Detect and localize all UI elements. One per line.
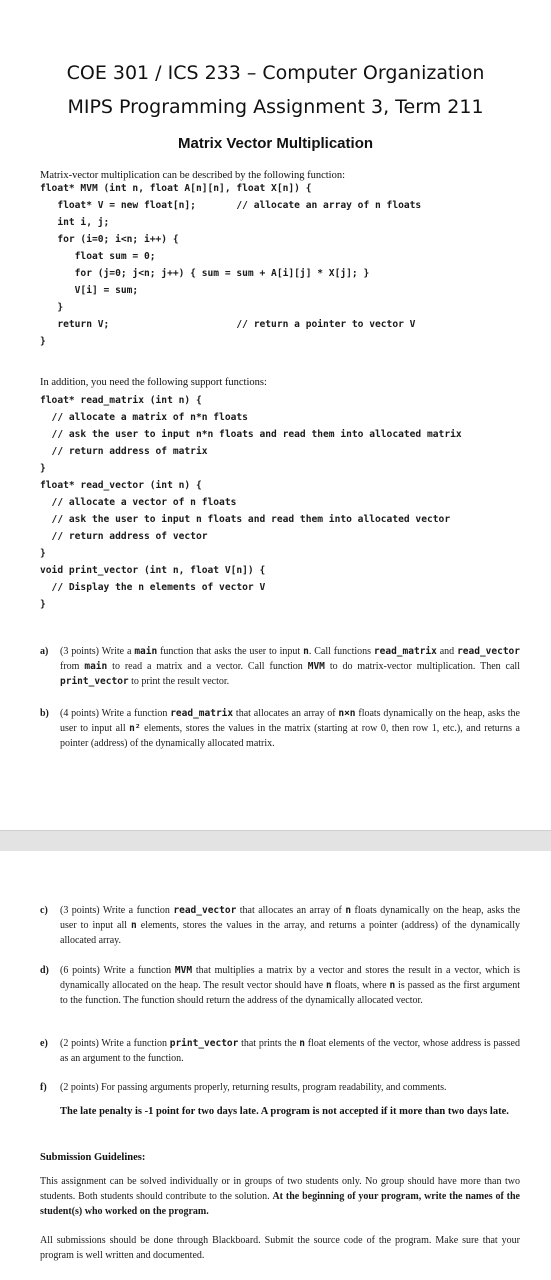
task-c: c) (3 points) Write a function read_vector that allocates an array of n floats dynamically on the heap, asks the user to input all n elements, stores the values in the array, and returns a pointer (address) of the dynamically allocated array. — [40, 905, 521, 946]
code-line: // return address of matrix — [40, 446, 208, 457]
task-label: f) — [40, 1082, 47, 1093]
task-label: c) — [40, 905, 48, 916]
late-penalty-note: The late penalty is -1 point for two days late. A program is not accepted if it more than two days late. — [60, 1106, 509, 1117]
code-line: for (j=0; j<n; j++) { sum = sum + A[i][j] * X[j]; } — [40, 268, 370, 279]
code-line: for (i=0; i<n; i++) { — [40, 234, 179, 245]
code-line: } — [40, 336, 46, 347]
support-code-block — [40, 392, 462, 613]
code-line: V[i] = sum; — [40, 285, 139, 296]
intro-text: Matrix-vector multiplication can be described by the following function: — [40, 170, 345, 181]
code-line: int i, j; — [40, 217, 110, 228]
code-line: float sum = 0; — [40, 251, 156, 262]
assignment-title: MIPS Programming Assignment 3, Term 211 — [67, 96, 484, 118]
code-line: void print_vector (int n, float V[n]) { — [40, 565, 266, 576]
task-label: a) — [40, 646, 49, 657]
code-line: } — [40, 463, 46, 474]
submission-paragraph-1: This assignment can be solved individually or in groups of two students only. No group should have more than two students. Both students should contribute to the solution. At the beginning of your program, write the names of the student(s) who worked on the program. — [40, 1176, 520, 1217]
task-d: d) (6 points) Write a function MVM that multiplies a matrix by a vector and stores the result in a vector, which is dynamically allocated on the heap. The result vector should have n floats, where n is passed as the first argument to the function. The function should return the address of the dynamically allocated vector. — [40, 965, 521, 1006]
code-line: // return address of vector — [40, 531, 208, 542]
code-line: // ask the user to input n*n floats and read them into allocated matrix — [40, 429, 462, 440]
code-line: } — [40, 548, 46, 559]
code-line: // allocate a matrix of n*n floats — [40, 412, 248, 423]
page-break — [0, 830, 551, 851]
code-line: float* MVM (int n, float A[n][n], float X[n]) { — [40, 183, 312, 194]
code-line: float* read_vector (int n) { — [40, 480, 202, 491]
code-line: float* read_matrix (int n) { — [40, 395, 202, 406]
code-line: // allocate a vector of n floats — [40, 497, 237, 508]
task-f: f) (2 points) For passing arguments properly, returning results, program readability, and comments. — [40, 1082, 447, 1093]
support-intro-text: In addition, you need the following support functions: — [40, 377, 267, 388]
code-line: } — [40, 302, 64, 313]
document-page-2 — [0, 851, 551, 1280]
task-label: e) — [40, 1038, 48, 1049]
task-a: a) (3 points) Write a main function that asks the user to input n. Call functions read_matrix and read_vector from main to read a matrix and a vector. Call function MVM to do matrix-vector multiplication. Then call print_vector to print the result vector. — [40, 646, 520, 687]
code-line: float* V = new float[n]; // allocate an array of n floats — [40, 200, 422, 211]
submission-paragraph-2: All submissions should be done through Blackboard. Submit the source code of the program. Make sure that your program is well written and documented. — [40, 1235, 520, 1261]
assignment-subtitle: Matrix Vector Multiplication — [177, 135, 374, 152]
mvm-code-block — [40, 180, 421, 350]
submission-heading: Submission Guidelines: — [40, 1152, 146, 1163]
course-title: COE 301 / ICS 233 – Computer Organization — [66, 62, 485, 84]
code-line: // ask the user to input n floats and read them into allocated vector — [40, 514, 451, 525]
task-label: d) — [40, 965, 49, 976]
code-line: } — [40, 599, 46, 610]
task-b: b) (4 points) Write a function read_matrix that allocates an array of n×n floats dynamically on the heap, asks the user to input all n² elements, stores the values in the matrix (starting at row 0, then row 1, etc.), and returns a pointer (address) of the dynamically allocated matrix. — [40, 708, 520, 749]
task-e: e) (2 points) Write a function print_vector that prints the n float elements of the vector, whose address is passed as an argument to the function. — [40, 1038, 520, 1064]
code-line: return V; // return a pointer to vector V — [40, 319, 416, 330]
code-line: // Display the n elements of vector V — [40, 582, 266, 593]
task-label: b) — [40, 708, 49, 719]
